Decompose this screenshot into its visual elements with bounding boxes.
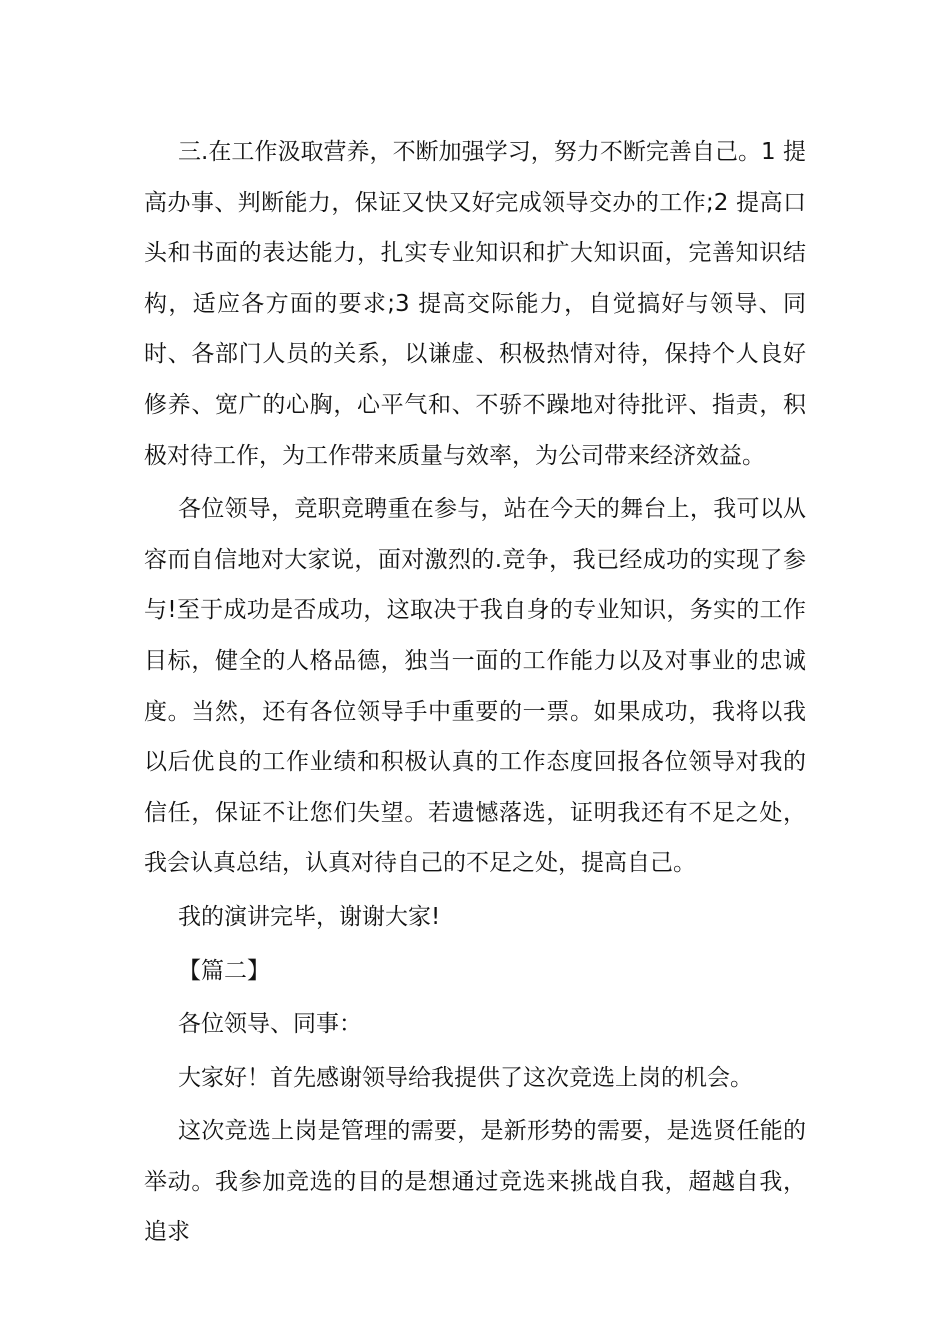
paragraph-self-improvement: 三.在工作汲取营养，不断加强学习，努力不断完善自己。1 提高办事、判断能力，保证又快又好完成领导交办的工作;2 提高口头和书面的表达能力，扎实专业知识和扩大知识面，完善知识结构，适应各方面的要求;3 提高交际能力，自觉搞好与领导、同时、各部门人员的关系，以谦虚、积极热情对待，保持个人良好修养、宽广的心胸，心平气和、不骄不躁地对待批评、指责，积极对待工作，为工作带来质量与效率，为公司带来经济效益。 xyxy=(144,139,806,469)
paragraph-competition-statement: 各位领导，竞职竞聘重在参与，站在今天的舞台上，我可以从容而自信地对大家说，面对激烈的.竞争，我已经成功的实现了参与!至于成功是否成功，这取决于我自身的专业知识，务实的工作目标，健全的人格品德，独当一面的工作能力以及对事业的忠诚度。当然，还有各位领导手中重要的一票。如果成功，我将以我以后优良的工作业绩和积极认真的工作态度回报各位领导对我的信任，保证不让您们失望。若遗憾落选，证明我还有不足之处，我会认真总结，认真对待自己的不足之处，提高自己。 xyxy=(144,496,806,877)
paragraph-salutation: 各位领导、同事： xyxy=(178,1011,362,1038)
paragraph-purpose: 这次竞选上岗是管理的需要，是新形势的需要，是选贤任能的举动。我参加竞选的目的是想通过竞选来挑战自我，超越自我，追求 xyxy=(144,1118,806,1246)
section-heading-part-two: 【篇二】 xyxy=(178,957,270,984)
document-body xyxy=(144,127,806,1258)
paragraph-greeting: 大家好！首先感谢领导给我提供了这次竞选上岗的机会。 xyxy=(178,1064,753,1091)
paragraph-closing: 我的演讲完毕，谢谢大家! xyxy=(178,903,441,930)
